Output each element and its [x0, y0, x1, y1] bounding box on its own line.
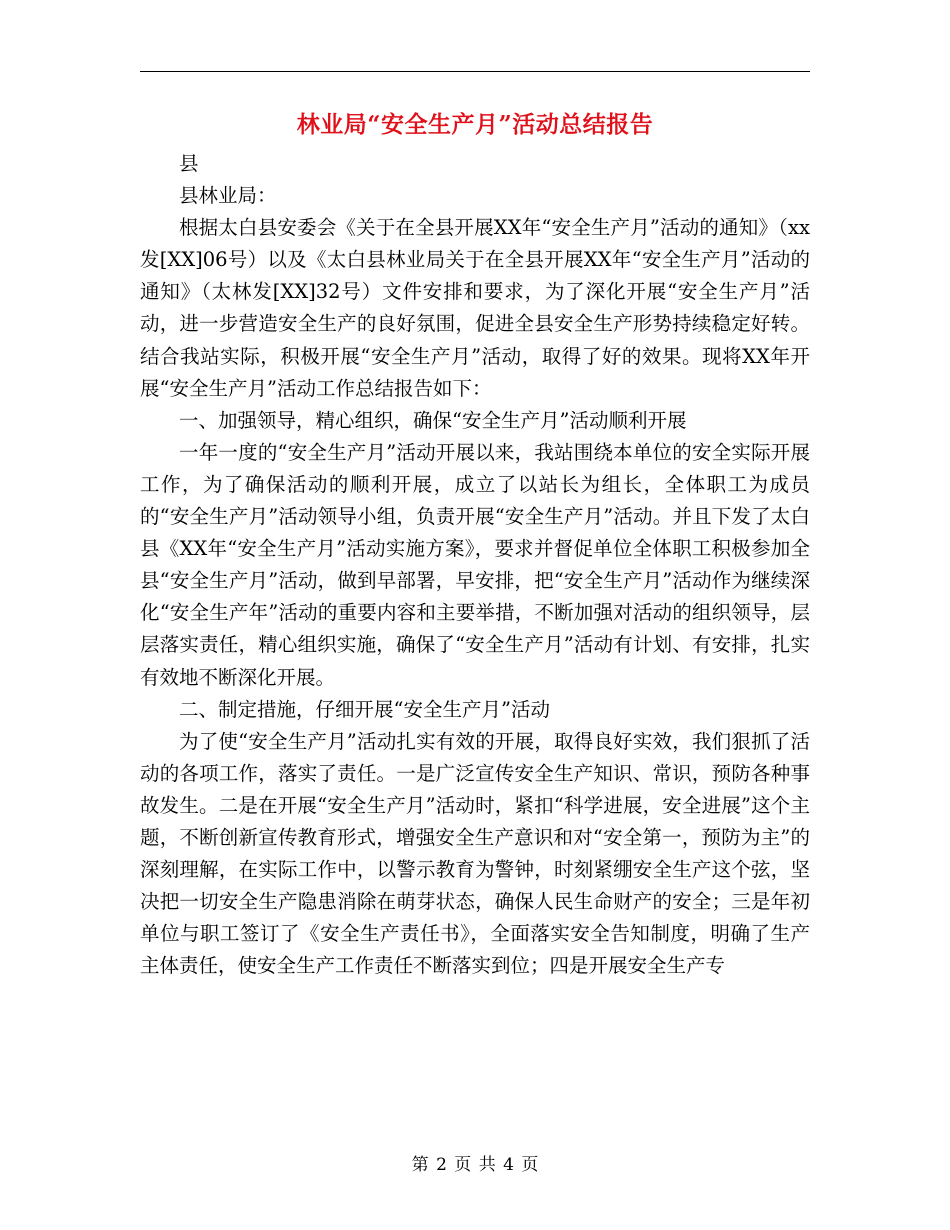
section-heading-2: 二、制定措施，仔细开展“安全生产月”活动	[179, 697, 550, 721]
paragraph-intro: 根据太白县安委会《关于在全县开展XX年“安全生产月”活动的通知》（xx发[XX]06号）以及《太白县林业局关于在全县开展XX年“安全生产月”活动的通知》（太林发[XX]32号）文件安排和要求，为了深化开展“安全生产月”活动，进一步营造安全生产的良好氛围，促进全县安全生产形势持续稳定好转。结合我站实际，积极开展“安全生产月”活动，取得了好的效果。现将XX年开展“安全生产月”活动工作总结报告如下：	[140, 216, 810, 400]
paragraph-addressee: 县林业局：	[179, 184, 277, 208]
footer-prefix: 第	[411, 1155, 429, 1175]
footer-suffix: 页	[521, 1155, 539, 1175]
section-heading-1: 一、加强领导，精心组织，确保“安全生产月”活动顺利开展	[179, 408, 687, 432]
footer-total-word: 共	[478, 1155, 496, 1175]
footer-current-page: 2	[436, 1155, 447, 1175]
header-rule	[140, 71, 810, 72]
footer-page-word: 页	[454, 1155, 472, 1175]
document-body	[140, 148, 810, 982]
document-title: 林业局“安全生产月”活动总结报告	[296, 111, 654, 138]
paragraph-section-1: 一年一度的“安全生产月”活动开展以来，我站围绕本单位的安全实际开展工作，为了确保活动的顺利开展，成立了以站长为组长，全体职工为成员的“安全生产月”活动领导小组，负责开展“安全生产月”活动。并且下发了太白县《XX年“安全生产月”活动实施方案》，要求并督促单位全体职工积极参加全县“安全生产月”活动，做到早部署，早安排，把“安全生产月”活动作为继续深化“安全生产年”活动的重要内容和主要举措，不断加强对活动的组织领导，层层落实责任，精心组织实施，确保了“安全生产月”活动有计划、有安排，扎实有效地不断深化开展。	[140, 440, 810, 689]
footer-total-pages: 4	[503, 1155, 514, 1175]
paragraph-addressee-short: 县	[179, 152, 199, 175]
page-footer	[0, 1153, 950, 1177]
paragraph-section-2: 为了使“安全生产月”活动扎实有效的开展，取得良好实效，我们狠抓了活动的各项工作，落实了责任。一是广泛宣传安全生产知识、常识，预防各种事故发生。二是在开展“安全生产月”活动时，紧扣“科学进展，安全进展”这个主题，不断创新宣传教育形式，增强安全生产意识和对“安全第一，预防为主”的深刻理解，在实际工作中，以警示教育为警钟，时刻紧绷安全生产这个弦，坚决把一切安全生产隐患消除在萌芽状态，确保人民生命财产的安全；三是年初单位与职工签订了《安全生产责任书》，全面落实安全告知制度，明确了生产主体责任，使安全生产工作责任不断落实到位；四是开展安全生产专	[140, 729, 810, 978]
